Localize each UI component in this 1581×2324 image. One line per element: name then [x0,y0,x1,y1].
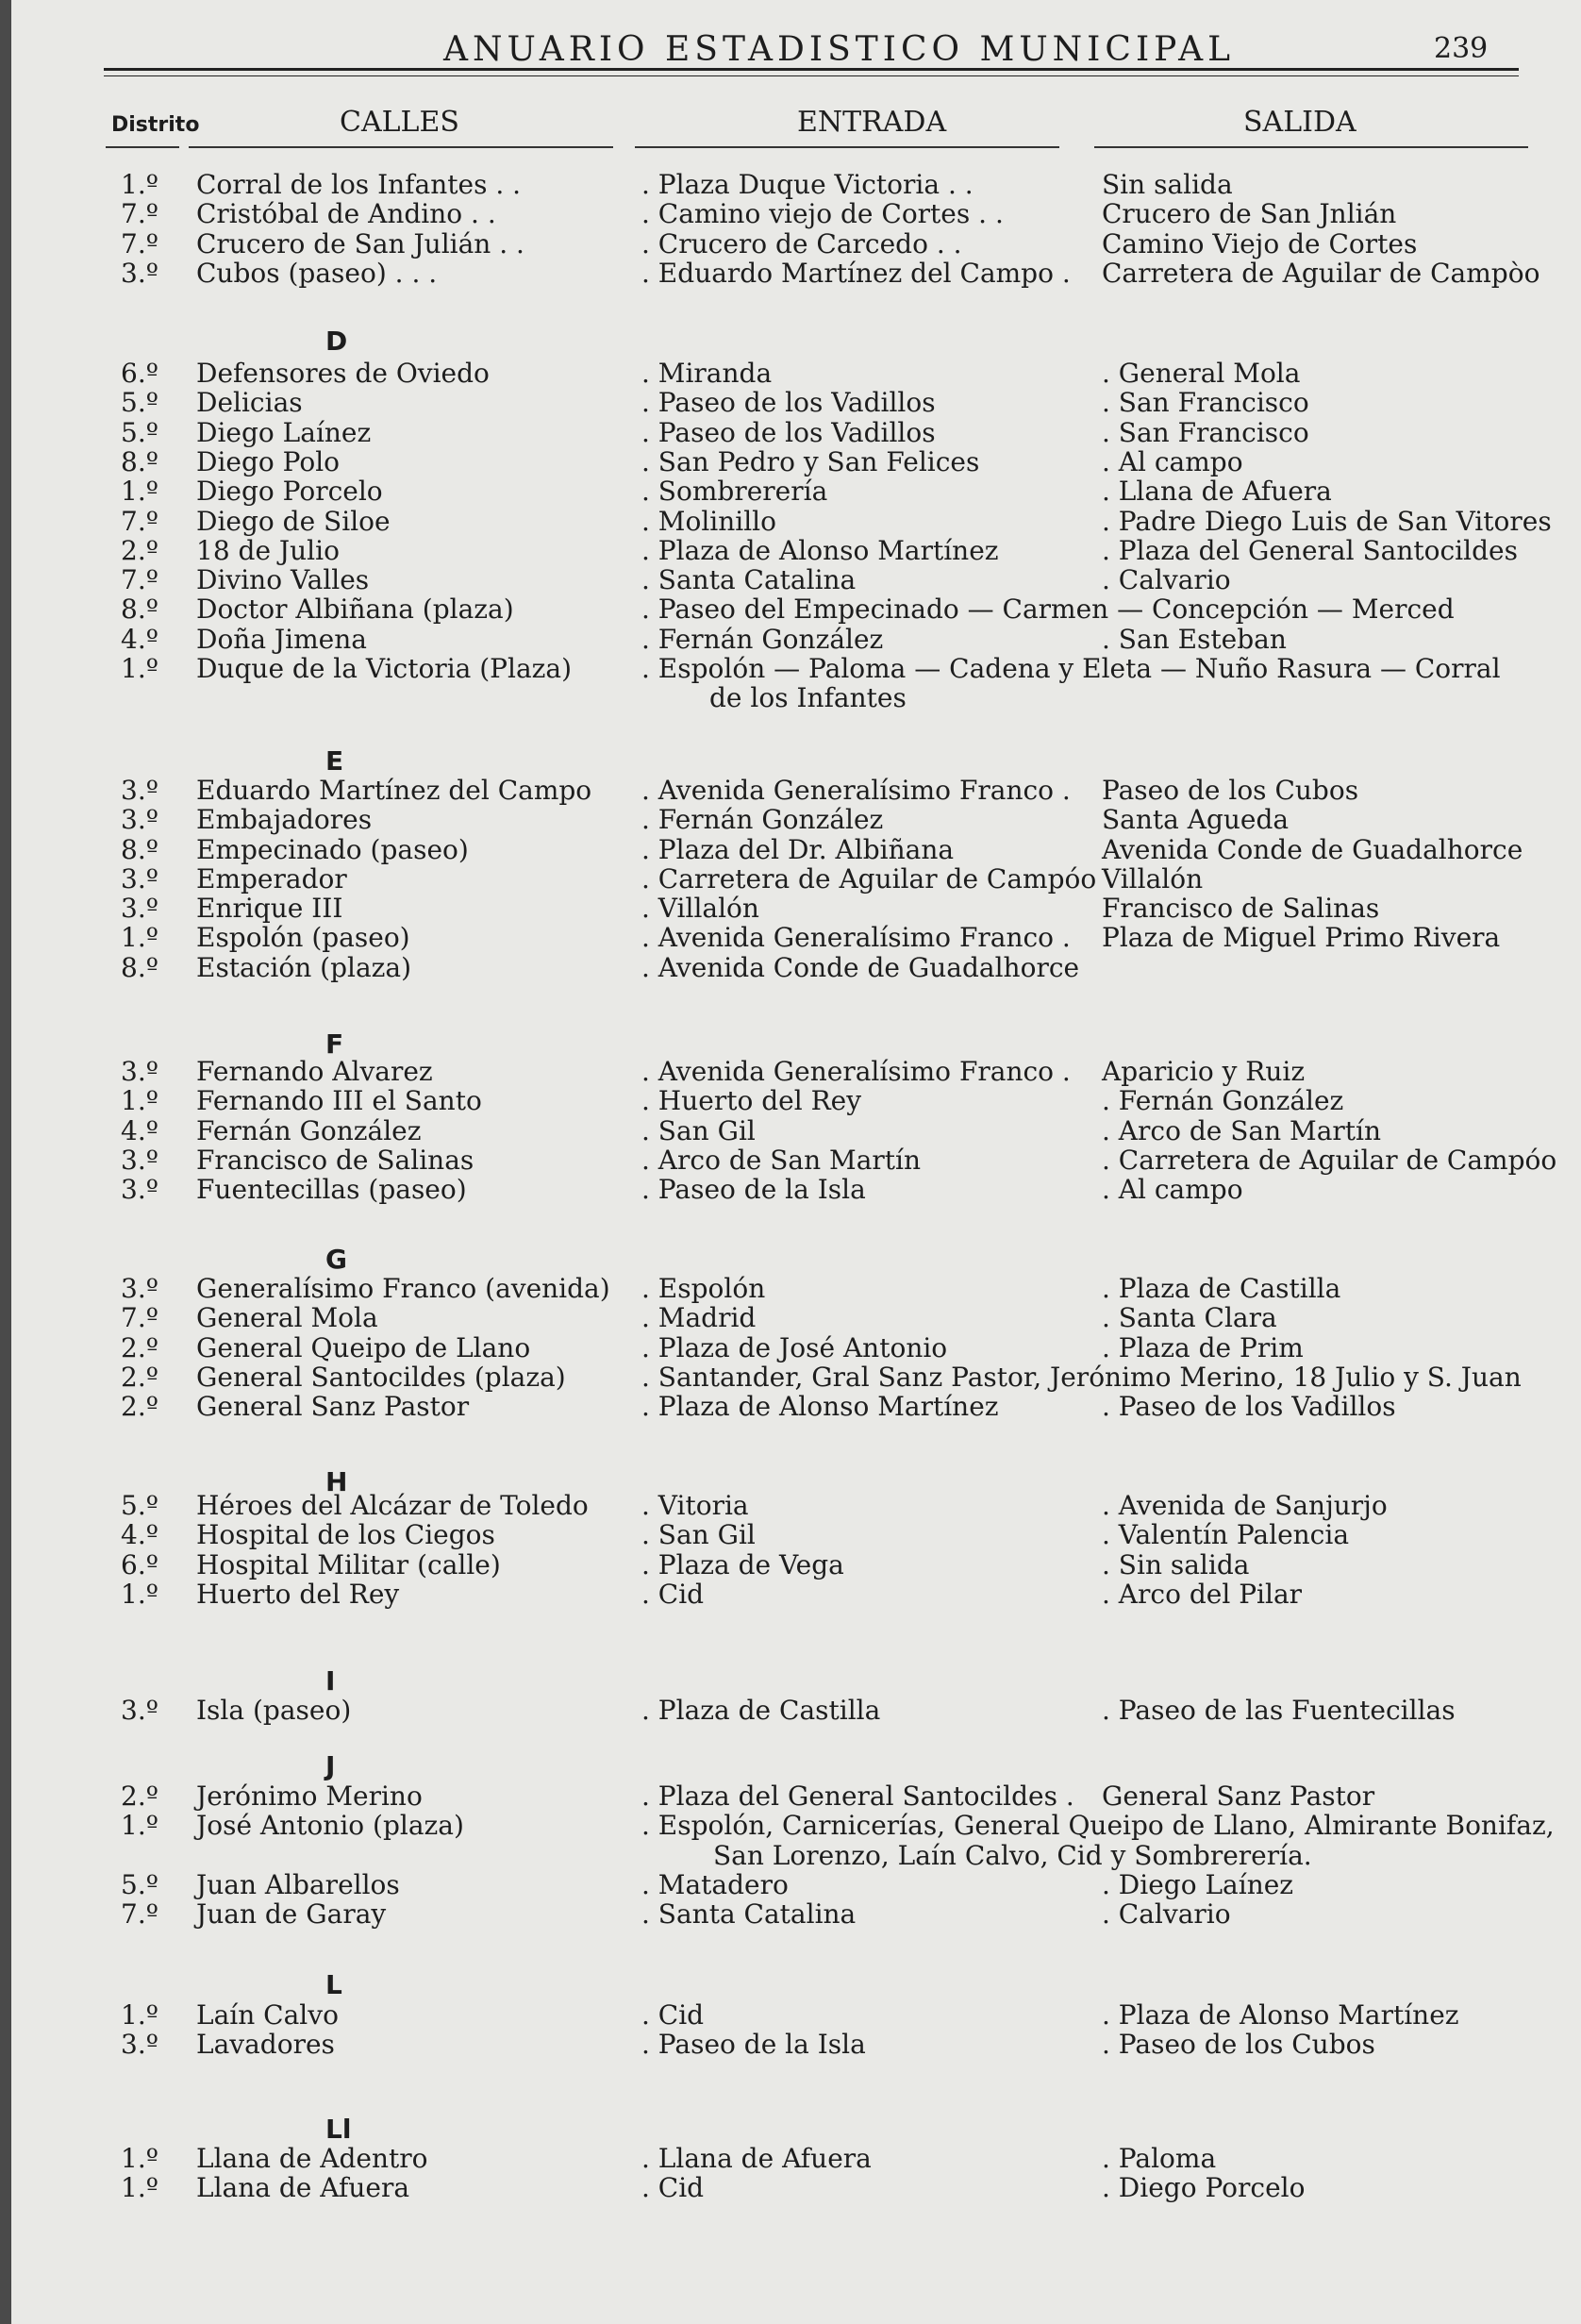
entrada-cell: . Paseo de los Vadillos [641,387,936,418]
column-rule [635,146,1059,148]
distrito-cell: 3.º [121,1273,158,1304]
table-row [0,199,1581,229]
entrada-cell: . Paseo de la Isla [641,2029,866,2060]
calle-cell: Isla (paseo) [196,1695,352,1726]
distrito-cell: 1.º [121,2143,158,2174]
table-row [0,359,1581,389]
distrito-cell: 6.º [121,358,158,389]
table-row [0,1696,1581,1726]
salida-cell: . San Francisco [1102,417,1309,448]
section-letter: F [325,1028,344,1060]
calle-cell: Héroes del Alcázar de Toledo [196,1490,589,1521]
calle-cell: Fuentecillas (paseo) [196,1174,467,1205]
calle-cell: Crucero de San Julián . . [196,228,524,259]
distrito-cell: 1.º [121,1085,158,1116]
entrada-cell: . Cid [641,2172,705,2203]
distrito-cell: 7.º [121,506,158,537]
column-rule [106,146,179,148]
calle-cell: Emperador [196,863,347,894]
distrito-cell: 1.º [121,476,158,507]
calle-cell: Duque de la Victoria (Plaza) [196,653,573,684]
distrito-cell: 2.º [121,1362,158,1393]
calle-cell: 18 de Julio [196,535,340,566]
table-row [0,805,1581,835]
distrito-cell: 3.º [121,2029,158,2060]
section-letter: Ll [325,2114,352,2145]
table-row [0,1781,1581,1812]
salida-cell: . Paseo de los Cubos [1102,2029,1375,2060]
table-row [0,2000,1581,2031]
entrada-cell: . Santander, Gral Sanz Pastor, Jerónimo Merino, 18 Julio y S. Juan [641,1362,1522,1393]
table-row [0,565,1581,595]
calle-cell: Enrique III [196,893,343,924]
salida-cell: . Arco de San Martín [1102,1115,1382,1146]
table-row [0,1274,1581,1304]
distrito-cell: 8.º [121,952,158,983]
section-letter: L [325,1969,342,2000]
distrito-cell: 2.º [121,1332,158,1363]
calle-cell: Doña Jimena [196,624,367,655]
calle-cell: Cristóbal de Andino . . [196,198,496,229]
distrito-cell: 4.º [121,624,158,655]
calle-cell: Juan de Garay [196,1898,387,1930]
entrada-cell: . Plaza de Alonso Martínez [641,1391,999,1422]
table-row [0,1491,1581,1521]
entrada-cell: . San Gil [641,1519,756,1550]
salida-cell: Francisco de Salinas [1102,893,1380,924]
calle-cell: Eduardo Martínez del Campo [196,775,592,806]
entrada-cell: . Espolón, Carnicerías, General Queipo de Llano, Almirante Bonifaz, [641,1810,1555,1841]
salida-cell: Paseo de los Cubos [1102,775,1359,806]
column-rule [1094,146,1528,148]
distrito-cell: 1.º [121,922,158,953]
entrada-cell: . Fernán González [641,804,884,835]
calle-cell: Laín Calvo [196,1999,339,2031]
table-row [0,923,1581,953]
salida-cell: . Padre Diego Luis de San Vitores [1102,506,1552,537]
calle-cell: Lavadores [196,2029,335,2060]
salida-cell: . Al campo [1102,1174,1243,1205]
salida-cell: Avenida Conde de Guadalhorce [1102,834,1523,865]
salida-cell: Carretera de Aguilar de Campòo [1102,258,1540,289]
entrada-cell: . Avenida Conde de Guadalhorce [641,952,1080,983]
distrito-cell: 7.º [121,1898,158,1930]
table-row [0,2173,1581,2203]
table-row [0,447,1581,477]
entrada-cell: . San Gil [641,1115,756,1146]
calle-cell: Empecinado (paseo) [196,834,469,865]
entrada-cell: . Miranda [641,358,773,389]
entrada-cell: . Espolón — Paloma — Cadena y Eleta — Nuño Rasura — Corral [641,653,1501,684]
salida-cell: . Llana de Afuera [1102,476,1332,507]
section-letter: E [325,745,344,777]
header-rule [104,68,1519,71]
table-row [0,1145,1581,1176]
calle-cell: Francisco de Salinas [196,1145,474,1176]
table-row [0,1363,1581,1393]
calle-cell: General Sanz Pastor [196,1391,470,1422]
entrada-continuation: San Lorenzo, Laín Calvo, Cid y Sombrerería. [713,1840,1312,1871]
distrito-cell: 2.º [121,535,158,566]
page-header [104,28,1519,85]
entrada-cell: . Avenida Generalísimo Franco . [641,922,1071,953]
distrito-cell: 5.º [121,1869,158,1900]
calle-cell: Cubos (paseo) . . . [196,258,438,289]
calle-cell: Hospital de los Ciegos [196,1519,495,1550]
entrada-cell: . Avenida Generalísimo Franco . [641,1056,1071,1087]
table-row [0,776,1581,806]
column-rule [189,146,613,148]
table-row [0,1811,1581,1841]
distrito-cell: 4.º [121,1115,158,1146]
calle-cell: Espolón (paseo) [196,922,410,953]
salida-cell: Santa Agueda [1102,804,1290,835]
salida-cell: . Diego Laínez [1102,1869,1294,1900]
column-header-salida: SALIDA [1243,106,1356,139]
distrito-cell: 1.º [121,2172,158,2203]
table-row [0,1333,1581,1363]
salida-cell: . Calvario [1102,1898,1231,1930]
distrito-cell: 1.º [121,1810,158,1841]
table-row [0,1086,1581,1116]
salida-cell: General Sanz Pastor [1102,1781,1375,1812]
calle-cell: Fernando III el Santo [196,1085,482,1116]
salida-cell: Plaza de Miguel Primo Rivera [1102,922,1501,953]
table-row [0,418,1581,448]
salida-cell: . Plaza de Alonso Martínez [1102,1999,1459,2031]
salida-cell: . General Mola [1102,358,1301,389]
table-row [0,1057,1581,1087]
calle-cell: General Mola [196,1302,378,1333]
table-row [0,1870,1581,1900]
entrada-cell: . Llana de Afuera [641,2143,872,2174]
table-row [0,1175,1581,1205]
table-row [0,170,1581,200]
salida-cell: . Carretera de Aguilar de Campóo [1102,1145,1557,1176]
calle-cell: Embajadores [196,804,373,835]
entrada-cell: . Madrid [641,1302,757,1333]
column-header-calles: CALLES [340,106,459,139]
entrada-cell: . Plaza de Alonso Martínez [641,535,999,566]
salida-cell: . Avenida de Sanjurjo [1102,1490,1388,1521]
distrito-cell: 3.º [121,1145,158,1176]
distrito-cell: 4.º [121,1519,158,1550]
table-row [0,259,1581,289]
entrada-cell: . Santa Catalina [641,564,857,595]
entrada-cell: . Eduardo Martínez del Campo . [641,258,1071,289]
distrito-cell: 3.º [121,775,158,806]
calle-cell: Generalísimo Franco (avenida) [196,1273,610,1304]
salida-cell: . Calvario [1102,564,1231,595]
calle-cell: Diego Porcelo [196,476,383,507]
calle-cell: Llana de Adentro [196,2143,428,2174]
distrito-cell: 3.º [121,1174,158,1205]
salida-cell: . Valentín Palencia [1102,1519,1350,1550]
table-row [0,1116,1581,1146]
section-letter: H [325,1466,348,1497]
page-title: ANUARIO ESTADISTICO MUNICIPAL [443,30,1235,69]
section-letter: D [325,326,348,357]
entrada-cell: . Plaza de Castilla [641,1695,881,1726]
calle-cell: Delicias [196,387,303,418]
distrito-cell: 6.º [121,1549,158,1580]
entrada-cell: . Carretera de Aguilar de Campóo [641,863,1097,894]
table-row [0,625,1581,655]
salida-cell: . Arco del Pilar [1102,1579,1303,1610]
distrito-cell: 5.º [121,1490,158,1521]
column-header-distrito: Distrito [111,113,200,137]
entrada-cell: . Vitoria [641,1490,749,1521]
calle-cell: Defensores de Oviedo [196,358,490,389]
salida-cell: . Fernán González [1102,1085,1344,1116]
entrada-cell: . Camino viejo de Cortes . . [641,198,1004,229]
salida-cell: . Diego Porcelo [1102,2172,1306,2203]
table-row [0,894,1581,924]
distrito-cell: 3.º [121,258,158,289]
section-letter: I [325,1665,336,1697]
table-row [0,1580,1581,1610]
table-row [0,654,1581,684]
calle-cell: Diego Laínez [196,417,372,448]
distrito-cell: 3.º [121,1056,158,1087]
salida-cell: . Plaza del General Santocildes [1102,535,1518,566]
distrito-cell: 8.º [121,594,158,625]
entrada-continuation: de los Infantes [709,682,907,713]
calle-cell: Fernando Alvarez [196,1056,433,1087]
entrada-cell: . Paseo de los Vadillos [641,417,936,448]
entrada-cell: . Huerto del Rey [641,1085,862,1116]
table-row [0,1550,1581,1580]
calle-cell: Hospital Militar (calle) [196,1549,501,1580]
salida-cell: Aparicio y Ruiz [1102,1056,1306,1087]
entrada-cell: . Matadero [641,1869,789,1900]
table-row [0,388,1581,418]
entrada-cell: . Plaza de José Antonio [641,1332,948,1363]
salida-cell: . Al campo [1102,446,1243,477]
column-header-entrada: ENTRADA [797,106,947,139]
entrada-cell: . Molinillo [641,506,776,537]
entrada-cell: . Plaza del Dr. Albiñana [641,834,955,865]
table-row [0,2144,1581,2174]
calle-cell: General Queipo de Llano [196,1332,531,1363]
entrada-cell: . Plaza Duque Victoria . . [641,169,974,200]
salida-cell: . San Esteban [1102,624,1287,655]
calle-cell: Doctor Albiñana (plaza) [196,594,514,625]
salida-cell: . Plaza de Prim [1102,1332,1304,1363]
salida-cell: . Paseo de los Vadillos [1102,1391,1396,1422]
entrada-cell: . Sombrerería [641,476,828,507]
calle-cell: Diego de Siloe [196,506,391,537]
calle-cell: Huerto del Rey [196,1579,400,1610]
salida-cell: Sin salida [1102,169,1233,200]
section-letter: J [325,1750,336,1781]
salida-cell: . Paseo de las Fuentecillas [1102,1695,1456,1726]
table-row [0,594,1581,625]
distrito-cell: 3.º [121,1695,158,1726]
table-row [0,477,1581,507]
salida-cell: Camino Viejo de Cortes [1102,228,1418,259]
entrada-cell: . Fernán González [641,624,884,655]
distrito-cell: 7.º [121,228,158,259]
table-row [0,1392,1581,1422]
page-number: 239 [1434,32,1489,65]
salida-cell: . Santa Clara [1102,1302,1277,1333]
distrito-cell: 7.º [121,1302,158,1333]
entrada-cell: . Villalón [641,893,759,924]
distrito-cell: 3.º [121,893,158,924]
distrito-cell: 5.º [121,417,158,448]
distrito-cell: 2.º [121,1781,158,1812]
section-letter: G [325,1244,347,1275]
entrada-cell: . Cid [641,1579,705,1610]
salida-cell: . Paloma [1102,2143,1217,2174]
calle-cell: General Santocildes (plaza) [196,1362,566,1393]
distrito-cell: 3.º [121,804,158,835]
entrada-cell: . San Pedro y San Felices [641,446,980,477]
table-row [0,1520,1581,1550]
entrada-cell: . Espolón [641,1273,766,1304]
distrito-cell: 7.º [121,198,158,229]
salida-cell: . Sin salida [1102,1549,1250,1580]
table-row [0,1303,1581,1333]
entrada-cell: . Crucero de Carcedo . . [641,228,962,259]
table-row [0,864,1581,894]
salida-cell: Crucero de San Jnlián [1102,198,1397,229]
entrada-cell: . Avenida Generalísimo Franco . [641,775,1071,806]
distrito-cell: 7.º [121,564,158,595]
distrito-cell: 5.º [121,387,158,418]
distrito-cell: 8.º [121,446,158,477]
calle-cell: Diego Polo [196,446,341,477]
entrada-cell: . Paseo del Empecinado — Carmen — Concepción — Merced [641,594,1455,625]
distrito-cell: 1.º [121,653,158,684]
salida-cell: Villalón [1102,863,1204,894]
salida-cell: . San Francisco [1102,387,1309,418]
entrada-cell: . Santa Catalina [641,1898,857,1930]
distrito-cell: 1.º [121,169,158,200]
distrito-cell: 8.º [121,834,158,865]
calle-cell: José Antonio (plaza) [196,1810,464,1841]
entrada-cell: . Cid [641,1999,705,2031]
distrito-cell: 1.º [121,1999,158,2031]
entrada-cell: . Plaza de Vega [641,1549,844,1580]
table-row [0,229,1581,259]
calle-cell: Estación (plaza) [196,952,412,983]
table-row [0,953,1581,983]
entrada-cell: . Paseo de la Isla [641,1174,866,1205]
entrada-cell: . Arco de San Martín [641,1145,922,1176]
entrada-cell: . Plaza del General Santocildes . [641,1781,1074,1812]
calle-cell: Llana de Afuera [196,2172,410,2203]
calle-cell: Corral de los Infantes . . [196,169,522,200]
distrito-cell: 2.º [121,1391,158,1422]
table-row [0,536,1581,566]
calle-cell: Fernán González [196,1115,422,1146]
calle-cell: Jerónimo Merino [196,1781,423,1812]
calle-cell: Juan Albarellos [196,1869,400,1900]
table-row [0,507,1581,537]
table-row [0,835,1581,865]
table-row [0,2030,1581,2060]
distrito-cell: 3.º [121,863,158,894]
distrito-cell: 1.º [121,1579,158,1610]
salida-cell: . Plaza de Castilla [1102,1273,1341,1304]
header-rule-thin [104,75,1519,76]
table-row [0,1899,1581,1930]
calle-cell: Divino Valles [196,564,370,595]
